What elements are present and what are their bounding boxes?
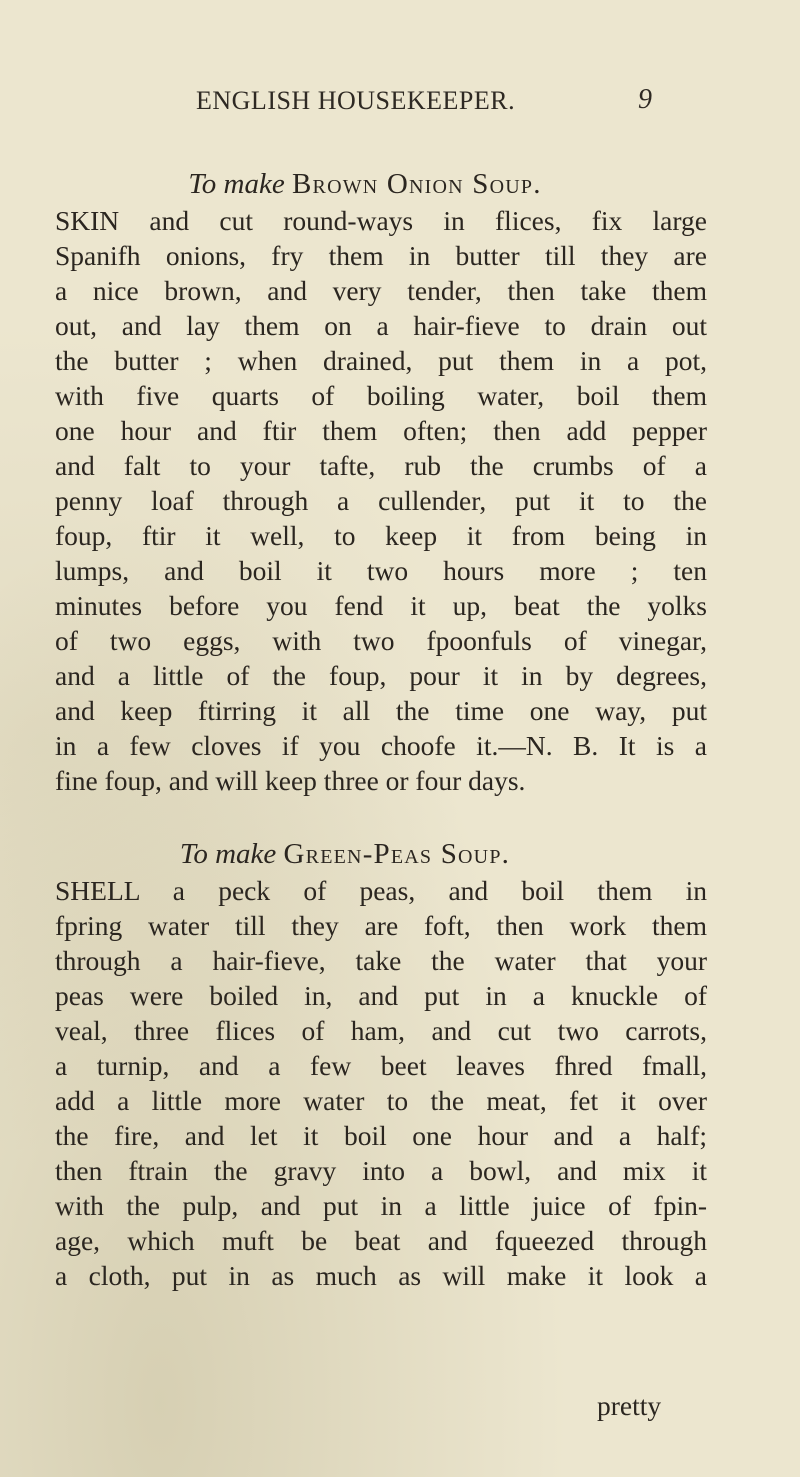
text-line: one hour and ftir them often; then add pepper <box>55 415 707 446</box>
heading-lead: To make <box>188 168 285 200</box>
text-line: and keep ftirring it all the time one way, put <box>55 695 707 726</box>
text-line: out, and lay them on a hair-fieve to drain out <box>55 310 707 341</box>
recipe-body-brown-onion-soup <box>55 203 707 798</box>
text-line: veal, three flices of ham, and cut two carrots, <box>55 1015 707 1046</box>
text-line: penny loaf through a cullender, put it to the <box>55 485 707 516</box>
text-line: in a few cloves if you choofe it.—N. B. It is a <box>55 730 707 761</box>
text-line: with the pulp, and put in a little juice of fpin- <box>55 1190 707 1221</box>
text-line: the butter ; when drained, put them in a pot, <box>55 345 707 376</box>
text-line: age, which muft be beat and fqueezed through <box>55 1225 707 1256</box>
text-line: a cloth, put in as much as will make it look a <box>55 1260 707 1291</box>
heading-title: Green-Peas Soup. <box>283 838 511 870</box>
recipe-heading-green-peas-soup <box>0 838 745 871</box>
text-line: a turnip, and a few beet leaves fhred fmall, <box>55 1050 707 1081</box>
text-line: of two eggs, with two fpoonfuls of vinegar, <box>55 625 707 656</box>
text-line: Spanifh onions, fry them in butter till they are <box>55 240 707 271</box>
text-line: fpring water till they are foft, then work them <box>55 910 707 941</box>
text-line: and a little of the foup, pour it in by degrees, <box>55 660 707 691</box>
text-line: a nice brown, and very tender, then take them <box>55 275 707 306</box>
catchword: pretty <box>597 1390 662 1421</box>
text-line: foup, ftir it well, to keep it from being in <box>55 520 707 551</box>
heading-title: Brown Onion Soup. <box>291 168 542 200</box>
text-line: SKIN and cut round-ways in flices, fix large <box>55 205 707 236</box>
page-number: 9 <box>638 84 652 115</box>
text-line: lumps, and boil it two hours more ; ten <box>55 555 707 586</box>
recipe-body-green-peas-soup <box>55 873 707 1293</box>
text-line: then ftrain the gravy into a bowl, and mix it <box>55 1155 707 1186</box>
running-title: ENGLISH HOUSEKEEPER. <box>196 86 516 115</box>
text-line: through a hair-fieve, take the water that your <box>55 945 707 976</box>
recipe-heading-brown-onion-soup <box>0 168 765 201</box>
heading-lead: To make <box>179 838 277 870</box>
text-line: SHELL a peck of peas, and boil them in <box>55 875 707 906</box>
text-line: and falt to your tafte, rub the crumbs of a <box>55 450 707 481</box>
text-line: with five quarts of boiling water, boil them <box>55 380 707 411</box>
text-line: add a little more water to the meat, fet it over <box>55 1085 707 1116</box>
text-line: minutes before you fend it up, beat the yolks <box>55 590 707 621</box>
text-line: the fire, and let it boil one hour and a half; <box>55 1120 707 1151</box>
text-line: peas were boiled in, and put in a knuckle of <box>55 980 707 1011</box>
text-line: fine foup, and will keep three or four days. <box>55 765 526 796</box>
